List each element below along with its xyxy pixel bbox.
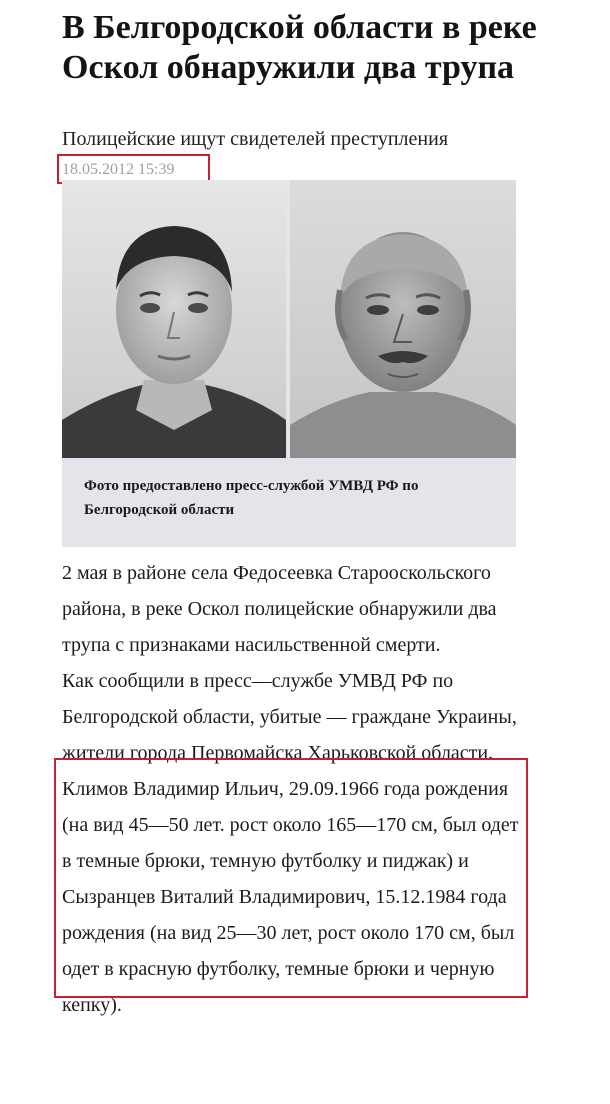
photo-figure bbox=[62, 180, 516, 547]
victim-photo-older-man[interactable] bbox=[290, 180, 516, 458]
article-title: В Белгородской области в реке Оскол обнаружили два трупа bbox=[62, 9, 537, 86]
article-body bbox=[62, 555, 532, 1023]
article-paragraph-1: 2 мая в районе села Федосеевка Старооскольского района, в реке Оскол полицейские обнаружили два трупа с признаками насильственной смерти. bbox=[62, 562, 497, 656]
article-subtitle: Полицейские ищут свидетелей преступления bbox=[62, 128, 449, 150]
publish-date: 18.05.2012 15:39 bbox=[62, 161, 175, 178]
photo-caption: Фото предоставлено пресс-службой УМВД РФ по Белгородской области bbox=[84, 478, 419, 518]
victim-photo-young-man[interactable] bbox=[62, 180, 286, 458]
article-paragraph-2: Как сообщили в пресс—службе УМВД РФ по Белгородской области, убитые — граждане Украины, жители города Первомайска Харьковской области. Климов Владимир Ильич, 29.09.1966 года рождения (на вид 45—50 лет. рост около 165—170 см, был одет в темные брюки, темную футболку и пиджак) и Сызранцев Виталий Владимирович, 15.12.1984 года рождения (на вид 25—30 лет, рост около 170 см, был одет в красную футболку, темные брюки и черную кепку). bbox=[62, 670, 519, 1016]
